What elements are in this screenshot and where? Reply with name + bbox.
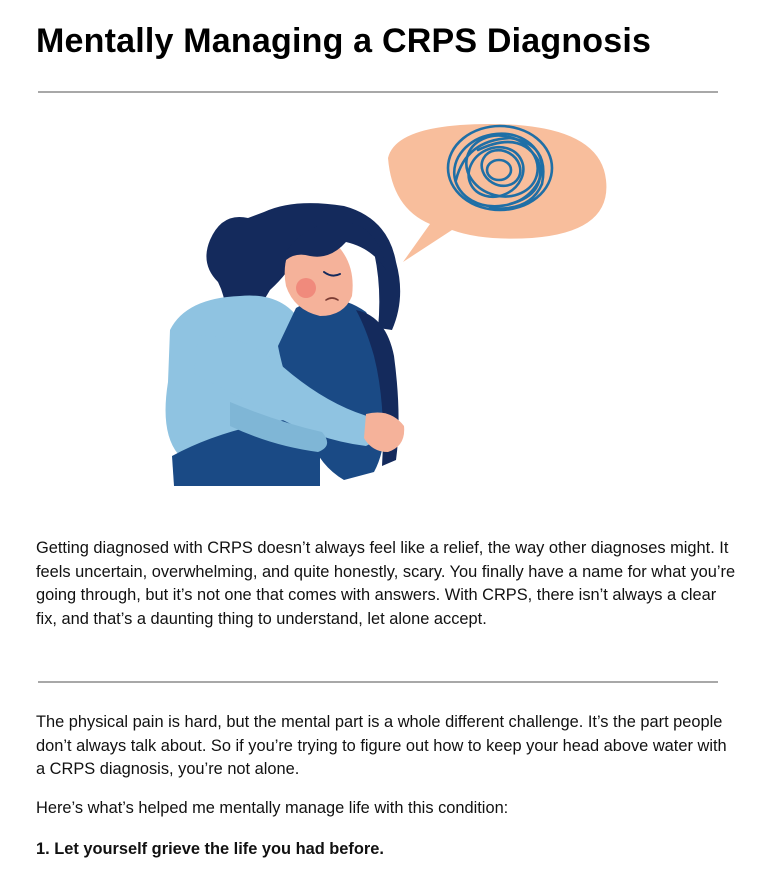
divider-top: [38, 91, 718, 93]
divider-middle: [38, 681, 718, 683]
lead-in-paragraph: Here’s what’s helped me mentally manage life with this condition:: [36, 799, 509, 817]
thought-bubble-icon: [388, 124, 606, 262]
article-title: Mentally Managing a CRPS Diagnosis: [36, 22, 652, 60]
step-heading: 1. Let yourself grieve the life you had before.: [36, 840, 384, 858]
woman-hugging-knees-illustration: [160, 120, 620, 490]
body-paragraph: The physical pain is hard, but the mental part is a whole different challenge. It’s the part people don’t always talk about. So if you’re trying to figure out how to keep your head above water with a CRPS diagnosis, you’re not alone.: [36, 713, 727, 778]
intro-paragraph: Getting diagnosed with CRPS doesn’t always feel like a relief, the way other diagnoses might. It feels uncertain, overwhelming, and quite honestly, scary. You finally have a name for what you’re going through, but it’s not one that comes with answers. With CRPS, there isn’t always a clear fix, and that’s a daunting thing to understand, let alone accept.: [36, 539, 736, 628]
